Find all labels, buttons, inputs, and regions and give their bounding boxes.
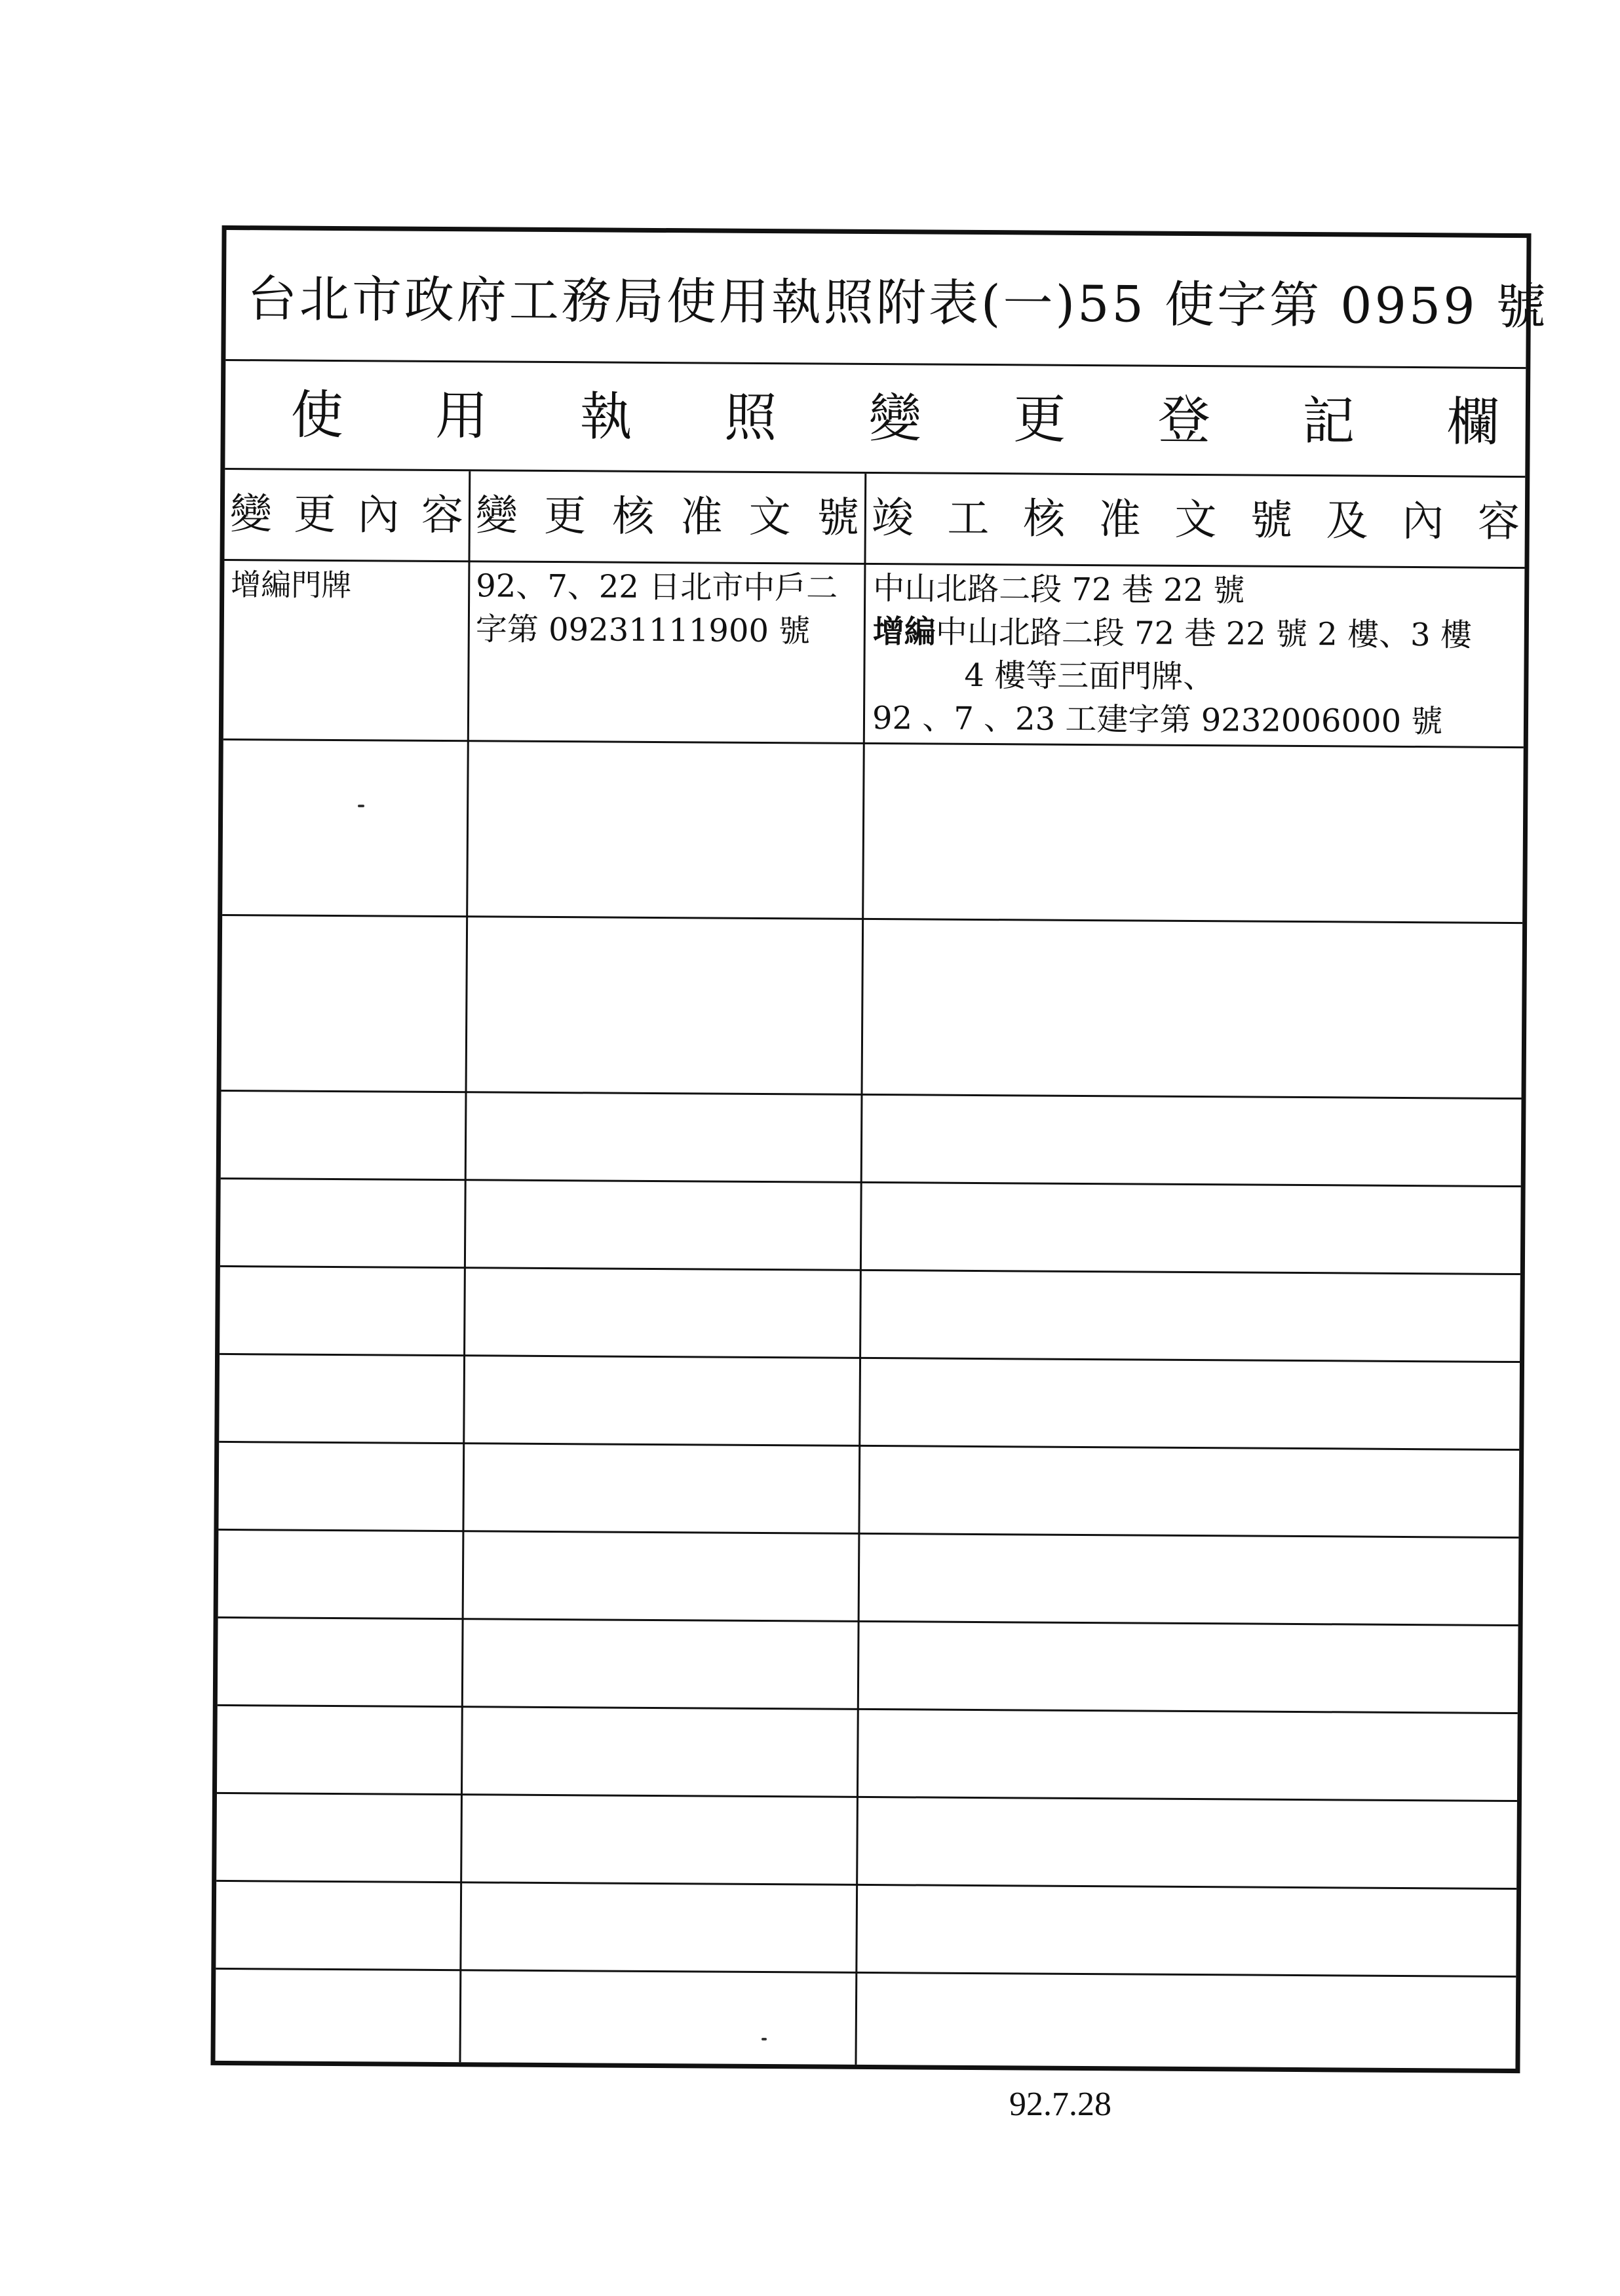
form-title-row xyxy=(225,230,1549,369)
column-header-char: 及 xyxy=(1326,497,1368,546)
banner-char: 執 xyxy=(579,385,633,448)
column-header-char: 文 xyxy=(1174,495,1217,545)
column-header-char: 竣 xyxy=(871,493,914,543)
column-header-char: 更 xyxy=(543,491,587,541)
column-header-char: 內 xyxy=(1402,497,1444,546)
completion-line: 4 樓等三面門牌、 xyxy=(964,657,1215,696)
form-title: 台北市政府工務局使用執照附表(一)55 使字第 0959 號 xyxy=(246,269,1549,336)
banner-char: 用 xyxy=(435,385,488,446)
column-header-char: 更 xyxy=(294,490,336,539)
completion-line: 中山北路二段 72 巷 22 號 xyxy=(873,570,1245,609)
column-header-char: 核 xyxy=(612,492,655,541)
column-header-char: 文 xyxy=(748,493,791,543)
added-label: 增編 xyxy=(872,613,936,651)
column-header-char: 變 xyxy=(475,491,518,541)
column-header-char: 號 xyxy=(817,493,860,543)
completion-line xyxy=(873,611,1472,656)
row-divider xyxy=(222,914,1522,924)
column-header-char: 核 xyxy=(1022,495,1066,544)
change-content-cell: 增編門牌 xyxy=(231,567,352,603)
footer-date: 92.7.28 xyxy=(1009,2086,1111,2123)
column-header-change-content xyxy=(224,470,469,560)
row-divider xyxy=(218,1617,1518,1626)
column-header-completion xyxy=(866,474,1525,567)
row-divider xyxy=(217,1792,1517,1802)
row-divider xyxy=(216,1880,1516,1890)
banner-char: 使 xyxy=(290,384,344,446)
row-divider xyxy=(220,1265,1520,1275)
column-header-approval-no xyxy=(470,471,864,563)
column-header-char: 准 xyxy=(1098,495,1141,545)
row-divider xyxy=(222,1090,1522,1100)
completion-line: 92 、7 、23 工建字第 9232006000 號 xyxy=(872,700,1443,740)
banner-char: 更 xyxy=(1013,388,1066,450)
scan-speck xyxy=(762,2038,767,2040)
change-registration-form xyxy=(210,225,1549,2073)
row-divider xyxy=(216,1968,1516,1978)
banner-char: 登 xyxy=(1157,389,1211,451)
row-divider xyxy=(219,1441,1519,1451)
row-divider xyxy=(218,1529,1518,1539)
column-header-char: 容 xyxy=(421,491,464,541)
banner-char: 記 xyxy=(1302,390,1355,451)
column-header-char: 准 xyxy=(680,493,723,542)
banner-char: 欄 xyxy=(1446,391,1500,453)
section-banner xyxy=(225,361,1526,478)
column-header-char: 內 xyxy=(357,491,400,540)
banner-char: 變 xyxy=(868,387,922,449)
completion-address: 中山北路二段 72 巷 22 號 2 樓、3 樓 xyxy=(935,613,1473,654)
approval-no-line: 92、7、22 日北市中戶二 xyxy=(476,567,838,607)
row-divider xyxy=(221,1177,1521,1187)
change-table xyxy=(215,470,1525,2069)
approval-no-line: 字第 09231111900 號 xyxy=(475,611,811,650)
column-header-char: 號 xyxy=(1250,496,1293,545)
scan-speck xyxy=(358,805,364,807)
row-divider xyxy=(220,1353,1520,1363)
banner-char: 照 xyxy=(724,387,777,448)
row-divider xyxy=(218,1704,1518,1714)
column-header-char: 工 xyxy=(947,494,990,544)
column-header-char: 變 xyxy=(229,490,273,539)
column-header-char: 容 xyxy=(1477,497,1520,547)
